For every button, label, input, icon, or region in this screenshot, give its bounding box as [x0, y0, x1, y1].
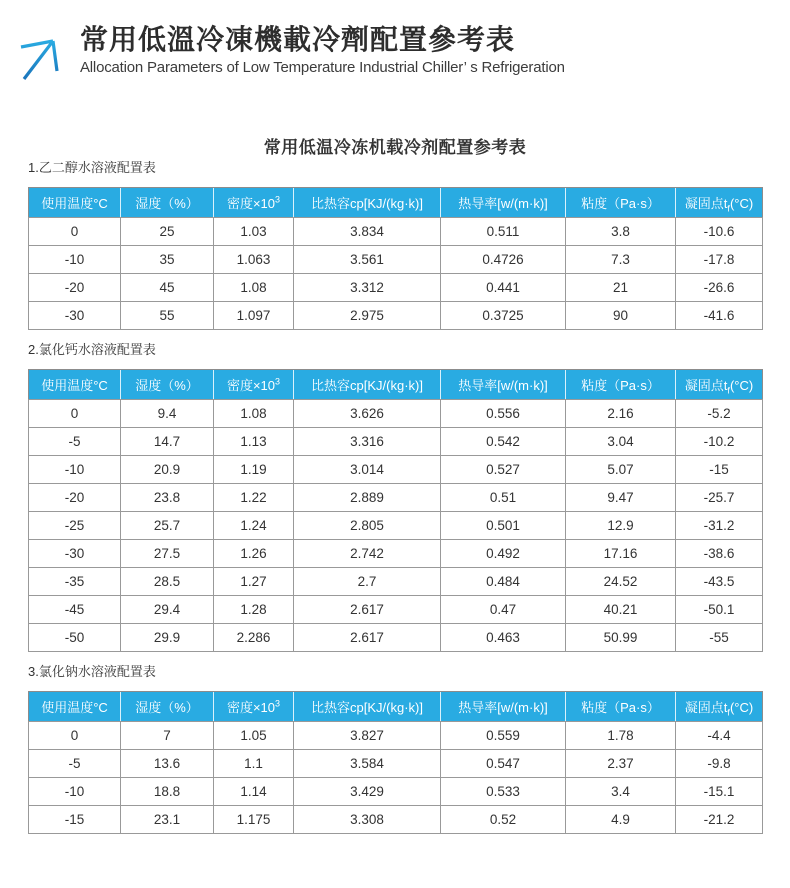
table-cell: -50	[29, 624, 121, 652]
column-header: 粘度（Pa·s）	[566, 370, 676, 400]
table-cell: 1.13	[214, 428, 294, 456]
column-header: 密度$\times 10^3$	[214, 370, 294, 400]
table-cell: 17.16	[566, 540, 676, 568]
table-row	[29, 302, 763, 330]
table-cell: 50.99	[566, 624, 676, 652]
table-cell: 3.834	[294, 218, 441, 246]
data-table-calcium-chloride	[28, 369, 763, 652]
column-header: 比热容cp[KJ/(kg·k)]	[294, 692, 441, 722]
table-cell: 0.441	[441, 274, 566, 302]
table-cell: 0	[29, 218, 121, 246]
column-header: 热导率[w/(m·k)]	[441, 370, 566, 400]
table-cell: 14.7	[121, 428, 214, 456]
table-cell: 0.542	[441, 428, 566, 456]
data-table-sodium-chloride	[28, 691, 763, 834]
table-cell: 1.14	[214, 778, 294, 806]
table-cell: 0.52	[441, 806, 566, 834]
table-row	[29, 778, 763, 806]
table-cell: 2.7	[294, 568, 441, 596]
table-cell: 3.827	[294, 722, 441, 750]
table-cell: -15	[676, 456, 763, 484]
table-cell: 4.9	[566, 806, 676, 834]
table-cell: 18.8	[121, 778, 214, 806]
table-cell: -5	[29, 750, 121, 778]
table-cell: 0.4726	[441, 246, 566, 274]
table-cell: 0.511	[441, 218, 566, 246]
table-cell: 3.308	[294, 806, 441, 834]
table-cell: -43.5	[676, 568, 763, 596]
table-cell: -45	[29, 596, 121, 624]
table-cell: 12.9	[566, 512, 676, 540]
column-header: 湿度（%）	[121, 188, 214, 218]
table-cell: 2.975	[294, 302, 441, 330]
table-cell: -15	[29, 806, 121, 834]
table-cell: -17.8	[676, 246, 763, 274]
data-table-ethylene-glycol	[28, 187, 763, 330]
table-cell: 3.584	[294, 750, 441, 778]
table-cell: -15.1	[676, 778, 763, 806]
table-cell: 0.3725	[441, 302, 566, 330]
table-cell: 1.08	[214, 274, 294, 302]
column-header: 比热容cp[KJ/(kg·k)]	[294, 188, 441, 218]
table-cell: 1.03	[214, 218, 294, 246]
table-cell: 0.556	[441, 400, 566, 428]
document-title: 常用低温冷冻机载冷剂配置参考表	[263, 138, 527, 157]
table-cell: 2.889	[294, 484, 441, 512]
table-row	[29, 274, 763, 302]
table-cell: 55	[121, 302, 214, 330]
table-row	[29, 624, 763, 652]
table-cell: 20.9	[121, 456, 214, 484]
table-cell: 27.5	[121, 540, 214, 568]
column-header: 使用温度°C	[29, 692, 121, 722]
table-cell: 2.617	[294, 624, 441, 652]
table-cell: 0.492	[441, 540, 566, 568]
section-sodium-chloride	[28, 664, 762, 834]
table-cell: -55	[676, 624, 763, 652]
table-cell: 90	[566, 302, 676, 330]
table-cell: -10	[29, 778, 121, 806]
table-cell: -9.8	[676, 750, 763, 778]
table-cell: 24.52	[566, 568, 676, 596]
column-header: 密度$\times 10^3$	[214, 692, 294, 722]
table-cell: 3.312	[294, 274, 441, 302]
table-row	[29, 806, 763, 834]
table-row	[29, 540, 763, 568]
header-row	[29, 370, 763, 400]
table-cell: -4.4	[676, 722, 763, 750]
table-row	[29, 512, 763, 540]
section-ethylene-glycol	[28, 160, 762, 330]
table-cell: 1.22	[214, 484, 294, 512]
table-cell: 3.8	[566, 218, 676, 246]
table-cell: 3.014	[294, 456, 441, 484]
table-cell: -26.6	[676, 274, 763, 302]
table-cell: -25.7	[676, 484, 763, 512]
column-header: 热导率[w/(m·k)]	[441, 692, 566, 722]
table-cell: 1.1	[214, 750, 294, 778]
table-cell: -20	[29, 484, 121, 512]
table-cell: 2.16	[566, 400, 676, 428]
table-row	[29, 750, 763, 778]
table-cell: 0.501	[441, 512, 566, 540]
table-cell: 0.463	[441, 624, 566, 652]
table-cell: 2.742	[294, 540, 441, 568]
table-cell: 5.07	[566, 456, 676, 484]
table-cell: 7.3	[566, 246, 676, 274]
column-header: 粘度（Pa·s）	[566, 692, 676, 722]
column-header: 凝固点$t_f(^\circ C)$	[676, 692, 763, 722]
table-cell: -30	[29, 302, 121, 330]
table-cell: 1.097	[214, 302, 294, 330]
table-cell: 1.19	[214, 456, 294, 484]
column-header: 凝固点$t_f(^\circ C)$	[676, 188, 763, 218]
table-row	[29, 596, 763, 624]
brand-text-block	[80, 24, 565, 78]
column-header: 粘度（Pa·s）	[566, 188, 676, 218]
table-cell: 23.1	[121, 806, 214, 834]
table-cell: 3.04	[566, 428, 676, 456]
table-cell: 2.805	[294, 512, 441, 540]
table-cell: 1.78	[566, 722, 676, 750]
table-cell: 1.27	[214, 568, 294, 596]
arrow-up-right-icon	[18, 32, 64, 84]
section-label: 3.氯化钠水溶液配置表	[28, 664, 156, 679]
section-calcium-chloride	[28, 342, 762, 652]
table-cell: 0.51	[441, 484, 566, 512]
column-header: 使用温度°C	[29, 370, 121, 400]
table-cell: 0.484	[441, 568, 566, 596]
table-row	[29, 218, 763, 246]
table-cell: 9.47	[566, 484, 676, 512]
column-header: 凝固点$t_f(^\circ C)$	[676, 370, 763, 400]
table-cell: 0.547	[441, 750, 566, 778]
table-cell: 0.527	[441, 456, 566, 484]
table-row	[29, 484, 763, 512]
table-cell: 23.8	[121, 484, 214, 512]
table-cell: -41.6	[676, 302, 763, 330]
brand-title: 常用低溫冷凍機載冷劑配置參考表	[80, 24, 516, 55]
header-row	[29, 692, 763, 722]
table-cell: 2.37	[566, 750, 676, 778]
table-cell: 3.316	[294, 428, 441, 456]
table-cell: -38.6	[676, 540, 763, 568]
table-cell: 25.7	[121, 512, 214, 540]
table-row	[29, 246, 763, 274]
table-cell: -20	[29, 274, 121, 302]
table-cell: 21	[566, 274, 676, 302]
table-cell: 35	[121, 246, 214, 274]
column-header: 使用温度°C	[29, 188, 121, 218]
table-cell: 0.47	[441, 596, 566, 624]
table-cell: 0.533	[441, 778, 566, 806]
brand-header	[18, 24, 565, 84]
table-cell: 3.561	[294, 246, 441, 274]
column-header: 热导率[w/(m·k)]	[441, 188, 566, 218]
table-cell: -25	[29, 512, 121, 540]
table-cell: 29.4	[121, 596, 214, 624]
section-label: 2.氯化钙水溶液配置表	[28, 342, 156, 357]
table-cell: 2.617	[294, 596, 441, 624]
table-cell: 2.286	[214, 624, 294, 652]
table-row	[29, 722, 763, 750]
table-cell: 7	[121, 722, 214, 750]
table-cell: 3.626	[294, 400, 441, 428]
table-row	[29, 428, 763, 456]
column-header: 密度$\times 10^3$	[214, 188, 294, 218]
table-cell: 1.26	[214, 540, 294, 568]
table-cell: -50.1	[676, 596, 763, 624]
table-cell: 1.08	[214, 400, 294, 428]
brand-subtitle: Allocation Parameters of Low Temperature Industrial Chiller’ s Refrigeration	[80, 59, 565, 76]
table-cell: -10.6	[676, 218, 763, 246]
header-row	[29, 188, 763, 218]
column-header: 湿度（%）	[121, 692, 214, 722]
table-cell: -10	[29, 246, 121, 274]
table-cell: 13.6	[121, 750, 214, 778]
table-cell: -5	[29, 428, 121, 456]
table-cell: 1.05	[214, 722, 294, 750]
table-cell: 1.24	[214, 512, 294, 540]
table-cell: -30	[29, 540, 121, 568]
table-row	[29, 400, 763, 428]
section-label: 1.乙二醇水溶液配置表	[28, 160, 156, 175]
table-cell: -35	[29, 568, 121, 596]
table-cell: 29.9	[121, 624, 214, 652]
table-row	[29, 456, 763, 484]
table-cell: 28.5	[121, 568, 214, 596]
table-cell: 45	[121, 274, 214, 302]
table-cell: -10.2	[676, 428, 763, 456]
table-cell: 1.175	[214, 806, 294, 834]
table-cell: 0	[29, 400, 121, 428]
table-cell: 1.063	[214, 246, 294, 274]
table-cell: -31.2	[676, 512, 763, 540]
table-cell: 3.429	[294, 778, 441, 806]
table-cell: 3.4	[566, 778, 676, 806]
table-cell: -5.2	[676, 400, 763, 428]
table-cell: 0.559	[441, 722, 566, 750]
table-cell: -10	[29, 456, 121, 484]
table-cell: -21.2	[676, 806, 763, 834]
table-cell: 1.28	[214, 596, 294, 624]
table-cell: 25	[121, 218, 214, 246]
column-header: 湿度（%）	[121, 370, 214, 400]
table-cell: 0	[29, 722, 121, 750]
table-row	[29, 568, 763, 596]
column-header: 比热容cp[KJ/(kg·k)]	[294, 370, 441, 400]
table-cell: 40.21	[566, 596, 676, 624]
table-cell: 9.4	[121, 400, 214, 428]
